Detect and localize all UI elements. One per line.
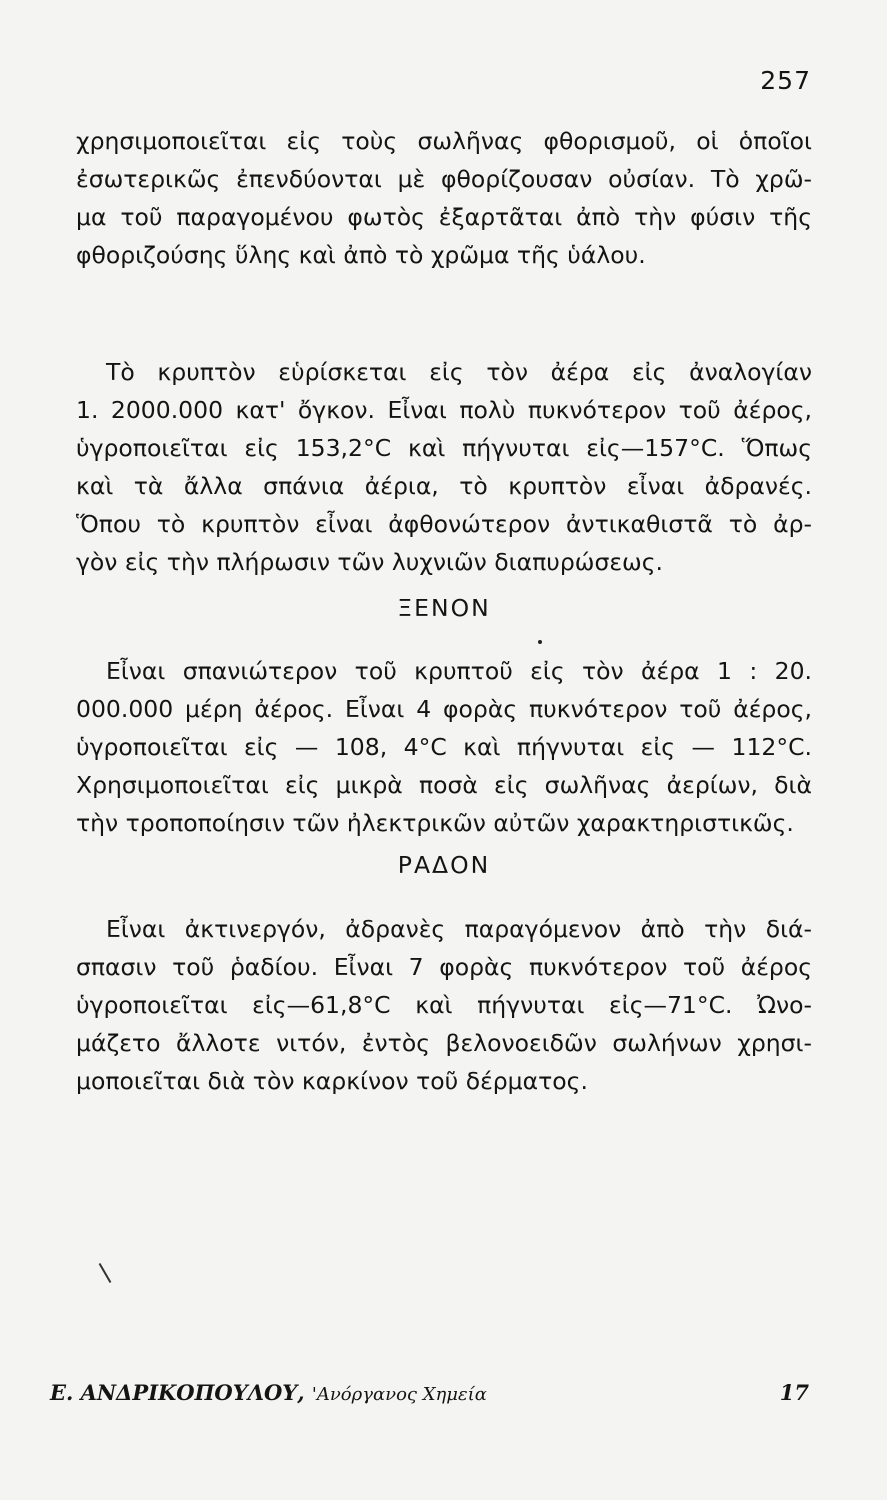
footer-author-title <box>50 1380 487 1405</box>
text-line: ὑγροποιεῖται εἰς — 108, 4°C καὶ πήγνυται εἰς — 112°C. <box>76 733 812 761</box>
page-number: 257 <box>760 66 811 95</box>
text-line: 000.000 μέρη ἀέρος. Εἶναι 4 φορὰς πυκνότερον τοῦ ἀέρος, <box>76 695 812 723</box>
text-line: Χρησιμοποιεῖται εἰς μικρὰ ποσὰ εἰς σωλῆνας ἀερίων, διὰ <box>76 771 812 799</box>
paragraph-phosphorescence <box>76 122 812 274</box>
footer-author: Ε. ΑΝΔΡΙΚΟΠΟΥΛΟΥ, <box>50 1380 305 1405</box>
text-line: σπασιν τοῦ ῥαδίου. Εἶναι 7 φορὰς πυκνότερον τοῦ ἀέρος <box>76 953 812 981</box>
text-line: χρησιμοποιεῖται εἰς τοὺς σωλῆνας φθορισμοῦ, οἱ ὁποῖοι <box>76 127 812 155</box>
paragraph-krypton <box>76 353 812 581</box>
text-line: φθοριζούσης ὕλης καὶ ἀπὸ τὸ χρῶμα τῆς ὑάλου. <box>76 241 646 269</box>
text-line: 1. 2000.000 κατ' ὄγκον. Εἶναι πολὺ πυκνότερον τοῦ ἀέρος, <box>76 396 812 424</box>
text-line: καὶ τὰ ἄλλα σπάνια ἀέρια, τὸ κρυπτὸν εἶναι ἀδρανές. <box>76 472 812 500</box>
text-line: ὑγροποιεῖται εἰς—61,8°C καὶ πήγνυται εἰς—71°C. Ὠνο- <box>76 991 812 1019</box>
section-heading-xenon: ΞΕΝΟΝ <box>397 594 491 622</box>
footer-book-title: 'Ανόργανος Χημεία <box>311 1384 487 1405</box>
text-line: ὑγροποιεῖται εἰς 153,2°C καὶ πήγνυται εἰς—157°C. Ὅπως <box>76 434 812 462</box>
text-line: ἐσωτερικῶς ἐπενδύονται μὲ φθορίζουσαν οὐσίαν. Τὸ χρῶ- <box>76 165 812 193</box>
print-speck <box>538 640 542 644</box>
text-line: Ὅπου τὸ κρυπτὸν εἶναι ἀφθονώτερον ἀντικαθιστᾶ τὸ ἀρ- <box>76 510 812 538</box>
section-heading-radon: ΡΑΔΟΝ <box>397 851 491 879</box>
paragraph-radon <box>76 910 812 1100</box>
text-line: μάζετο ἄλλοτε νιτόν, ἐντὸς βελονοειδῶν σωλήνων χρησι- <box>76 1029 812 1057</box>
text-line: Εἶναι σπανιώτερον τοῦ κρυπτοῦ εἰς τὸν ἀέρα 1 : 20. <box>106 657 812 685</box>
text-line: μα τοῦ παραγομένου φωτὸς ἐξαρτᾶται ἀπὸ τὴν φύσιν τῆς <box>76 203 812 231</box>
text-line: τὴν τροποποίησιν τῶν ἠλεκτρικῶν αὐτῶν χαρακτηριστικῶς. <box>76 809 794 837</box>
text-line: μοποιεῖται διὰ τὸν καρκίνον τοῦ δέρματος. <box>76 1067 588 1095</box>
print-mark <box>99 1263 112 1283</box>
paragraph-xenon <box>76 652 812 842</box>
footer-signature-number: 17 <box>779 1380 809 1405</box>
text-line: γὸν εἰς τὴν πλήρωσιν τῶν λυχνιῶν διαπυρώσεως. <box>76 548 663 576</box>
text-line: Τὸ κρυπτὸν εὑρίσκεται εἰς τὸν ἀέρα εἰς ἀναλογίαν <box>106 358 812 386</box>
text-line: Εἶναι ἀκτινεργόν, ἀδρανὲς παραγόμενον ἀπὸ τὴν διά- <box>106 915 812 943</box>
